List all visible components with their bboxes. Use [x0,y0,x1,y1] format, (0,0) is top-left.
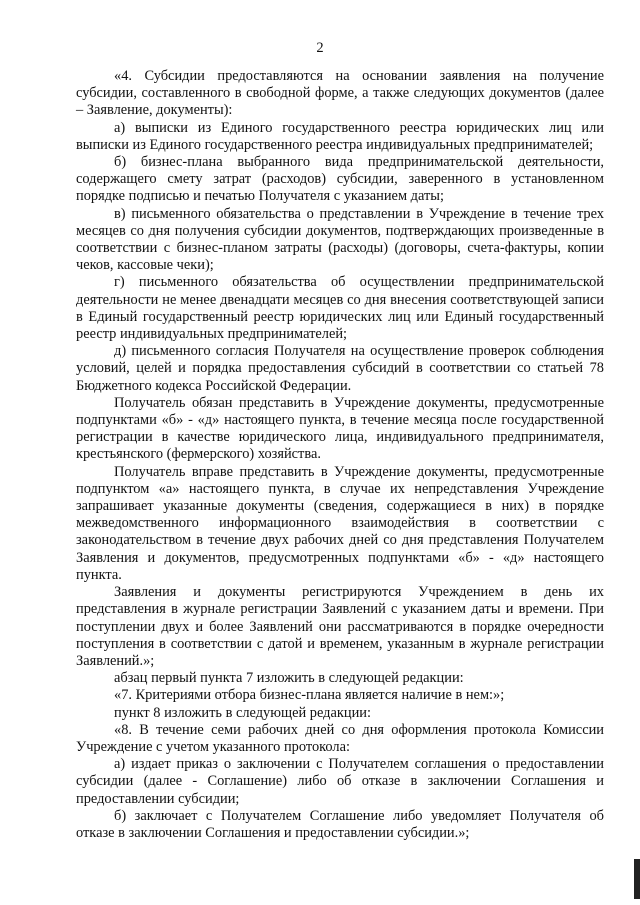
paragraph-subitem-d: д) письменного согласия Получателя на осуществление проверок соблюдения условий, целей и порядка предоставления субсидий в соответствии со статьей 78 Бюджетного кодекса Российской Федерации. [76,343,604,394]
scan-edge-mark [634,859,640,899]
paragraph-item-8-b: б) заключает с Получателем Соглашение либо уведомляет Получателя об отказе в заключении Соглашения и предоставлении субсидии.»; [76,807,604,841]
paragraph-item-8-a: а) издает приказ о заключении с Получателем соглашения о предоставлении субсидии (далее - Соглашение) либо об отказе в заключении Соглашения и предоставлении субсидии; [76,756,604,807]
paragraph-item-7-text: «7. Критериями отбора бизнес-плана является наличие в нем:»; [114,687,505,704]
page-number: 2 [316,40,324,56]
paragraph-amend-item-8: пункт 8 изложить в следующей редакции: [114,704,371,721]
paragraph-registration: Заявления и документы регистрируются Учреждением в день их представления в журнале регистрации Заявлений с указанием даты и времени. При поступлении двух и более Заявлений они рассматриваются в порядке очередности поступления в соответствии с датой и временем, указанным в журнале регистрации Заявлений.»; [76,584,604,669]
document-body [76,68,604,842]
paragraph-subitem-a: а) выписки из Единого государственного реестра юридических лиц или выписки из Единого государственного реестра индивидуальных предпринимателей; [76,119,604,153]
paragraph-recipient-entitled: Получатель вправе представить в Учреждение документы, предусмотренные подпунктом «а» настоящего пункта, в случае их непредставления Учреждение запрашивает указанные документы (сведения, содержащиеся в них) в порядке межведомственного информационного взаимодействия в соответствии с законодательством в течение двух рабочих дней со дня представления Получателем Заявления и документов, предусмотренных подпунктами «б» - «д» настоящего пункта. [76,463,604,583]
paragraph-subitem-v: в) письменного обязательства о представлении в Учреждение в течение трех месяцев со дня получения субсидии документов, подтверждающих произведенные в соответствии с бизнес-планом затраты (расходы) (договоры, счета-фактуры, копии чеков, кассовые чеки); [76,205,604,274]
paragraph-recipient-obliged: Получатель обязан представить в Учреждение документы, предусмотренные подпунктами «б» - «д» настоящего пункта, в течение месяца после государственной регистрации в качестве юридического лица, индивидуального предпринимателя, крестьянского (фермерского) хозяйства. [76,394,604,463]
paragraph-subitem-b: б) бизнес-плана выбранного вида предпринимательской деятельности, содержащего смету затрат (расходов) субсидии, заверенного в установленном порядке подписью и печатью Получателя с указанием даты; [76,154,604,205]
paragraph-item-8-intro: «8. В течение семи рабочих дней со дня оформления протокола Комиссии Учреждение с учетом указанного протокола: [76,721,604,755]
paragraph-subitem-g: г) письменного обязательства об осуществлении предпринимательской деятельности не менее двенадцати месяцев со дня внесения соответствующей записи в Единый государственный реестр юридических лиц или Единый государственный реестр индивидуальных предпринимателей; [76,274,604,343]
paragraph-item-4-intro: «4. Субсидии предоставляются на основании заявления на получение субсидии, составленного в свободной форме, а также следующих документов (далее – Заявление, документы): [76,68,604,119]
paragraph-amend-item-7: абзац первый пункта 7 изложить в следующей редакции: [114,670,464,687]
